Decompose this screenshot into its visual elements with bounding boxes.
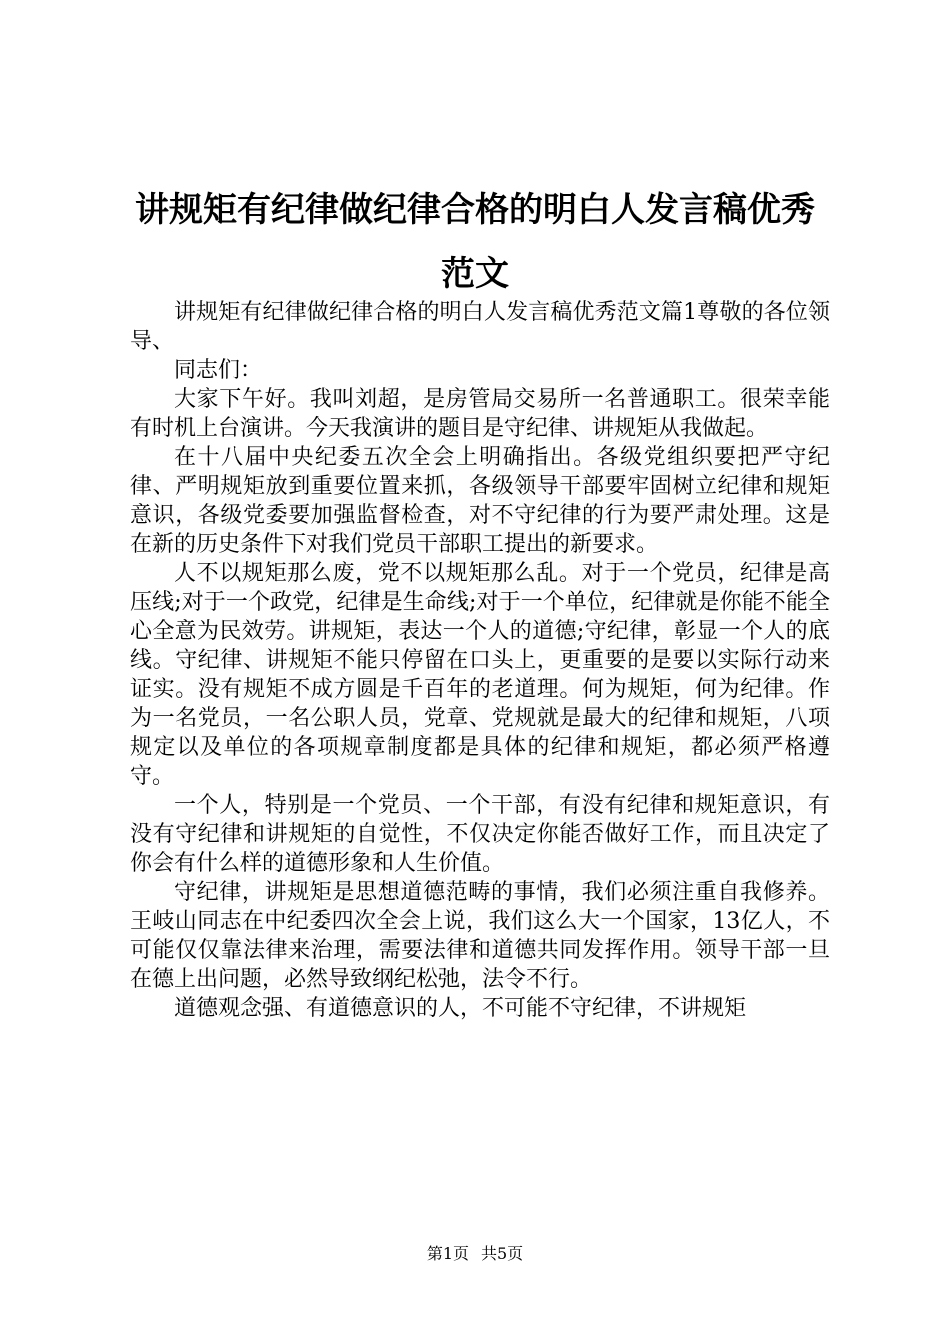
paragraph: 同志们： [174,358,263,383]
paragraph: 道德观念强、有道德意识的人，不可能不守纪律，不讲规矩 [174,996,747,1021]
document-body [130,298,830,1023]
page-total: 共5页 [481,1244,524,1263]
page-number: 第1页 [426,1244,469,1263]
paragraph: 人不以规矩那么废，党不以规矩那么乱。对于一个党员，纪律是高压线;对于一个政党，纪律是生命线;对于一个单位，纪律就是你能不能全心全意为民效劳。讲规矩，表达一个人的道德;守纪律，彰显一个人的底线。守纪律、讲规矩不能只停留在口头上，更重要的是要以实际行动来证实。没有规矩不成方圆是千百年的老道理。何为规矩，何为纪律。作为一名党员，一名公职人员，党章、党规就是最大的纪律和规矩，八项规定以及单位的各项规章制度都是具体的纪律和规矩，都必须严格遵守。 [130,561,830,789]
paragraph: 守纪律，讲规矩是思想道德范畴的事情，我们必须注重自我修养。王岐山同志在中纪委四次全会上说，我们这么大一个国家，13亿人，不可能仅仅靠法律来治理，需要法律和道德共同发挥作用。领导干部一旦在德上出问题，必然导致纲纪松弛，法令不行。 [130,880,830,992]
paragraph: 大家下午好。我叫刘超，是房管局交易所一名普通职工。很荣幸能有时机上台演讲。今天我演讲的题目是守纪律、讲规矩从我做起。 [130,387,830,441]
document-title: 讲规矩有纪律做纪律合格的明白人发言稿优秀范文 [135,190,815,294]
paragraph: 一个人，特别是一个党员、一个干部，有没有纪律和规矩意识，有没有守纪律和讲规矩的自觉性，不仅决定你能否做好工作，而且决定了你会有什么样的道德形象和人生价值。 [130,793,830,876]
paragraph: 在十八届中央纪委五次全会上明确指出。各级党组织要把严守纪律、严明规矩放到重要位置来抓，各级领导干部要牢固树立纪律和规矩意识，各级党委要加强监督检查，对不守纪律的行为要严肃处理。这是在新的历史条件下对我们党员干部职工提出的新要求。 [130,445,830,557]
page-footer [0,1244,950,1264]
paragraph: 讲规矩有纪律做纪律合格的明白人发言稿优秀范文篇1尊敬的各位领导、 [130,300,830,354]
